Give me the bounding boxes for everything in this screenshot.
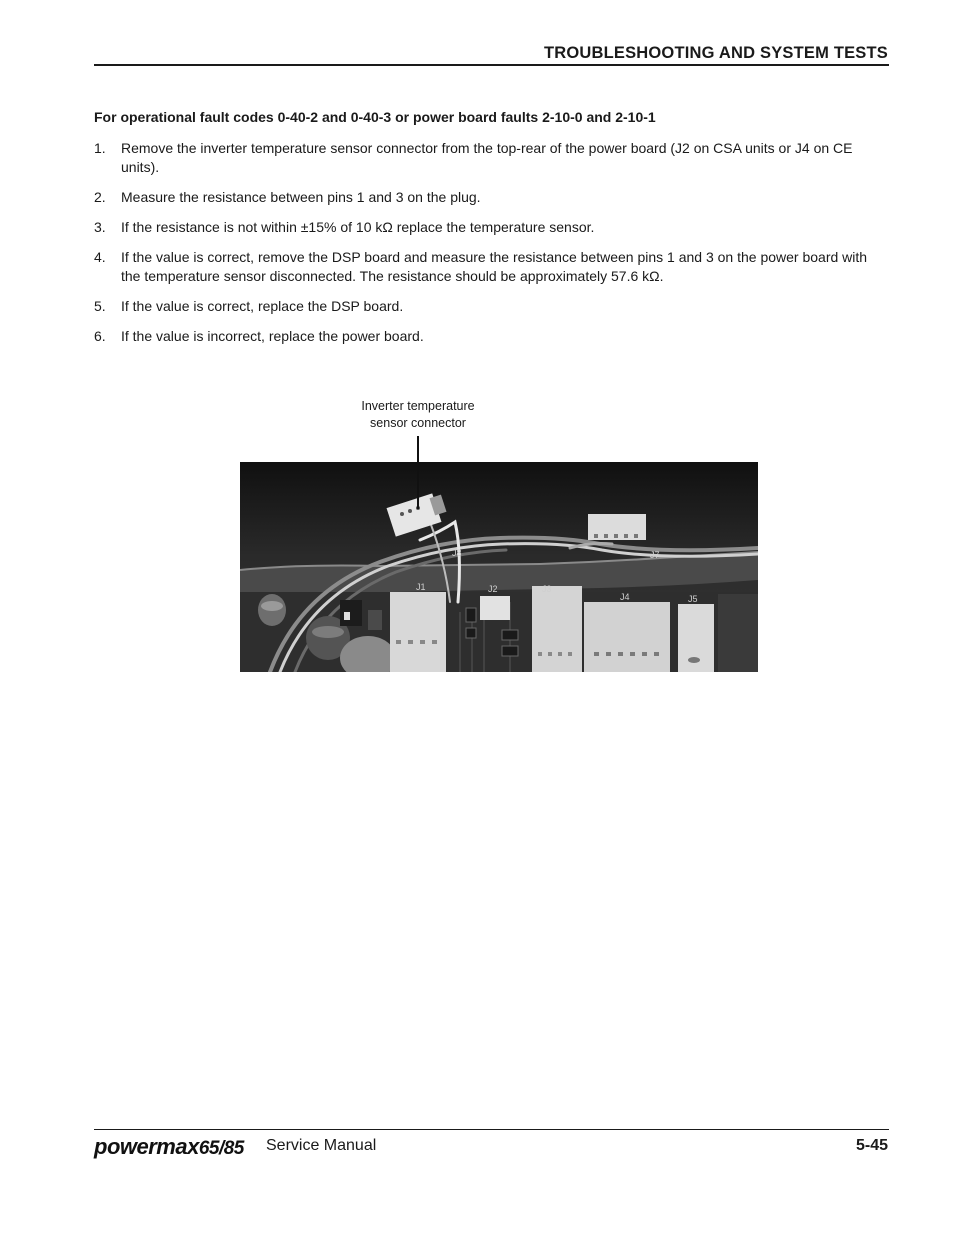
steps-list: [94, 139, 889, 357]
step-text: If the value is incorrect, replace the power board.: [121, 328, 424, 344]
footer-manual-title: Service Manual: [266, 1137, 377, 1154]
step-number: 3.: [94, 219, 106, 235]
label-j5: J5: [688, 594, 698, 604]
section-heading: For operational fault codes 0-40-2 and 0-40-3 or power board faults 2-10-0 and 2-10-1: [94, 109, 656, 125]
power-board-photo: [240, 462, 758, 672]
callout-line-1: Inverter temperature: [361, 399, 475, 413]
step-number: 6.: [94, 328, 106, 344]
step-text: Measure the resistance between pins 1 and 3 on the plug.: [121, 189, 481, 205]
step-number: 1.: [94, 140, 106, 156]
label-j1: J1: [416, 582, 426, 592]
step-item: [94, 297, 889, 316]
footer-brand-logo: [94, 1134, 244, 1160]
footer-rule: [94, 1129, 889, 1130]
label-j8: J8: [452, 548, 462, 558]
label-j3: J3: [542, 584, 552, 594]
brand-model: 65/85: [198, 1138, 244, 1159]
callout-line-2: sensor connector: [370, 416, 466, 430]
step-text: If the value is correct, remove the DSP board and measure the resistance between pins 1 and 3 on the power board with the temperature sensor disconnected. The resistance should be approximately 57.6 kΩ.: [121, 249, 868, 284]
step-item: [94, 139, 889, 177]
step-item: [94, 327, 889, 346]
label-j2: J2: [488, 584, 498, 594]
step-text: Remove the inverter temperature sensor connector from the top-rear of the power board (J2 on CSA units or J4 on CE units).: [121, 140, 853, 175]
step-text: If the value is correct, replace the DSP board.: [121, 298, 404, 314]
header-title: TROUBLESHOOTING AND SYSTEM TESTS: [543, 44, 888, 62]
step-number: 4.: [94, 249, 106, 265]
brand-name: powermax: [94, 1134, 199, 1159]
label-j7: J7: [650, 550, 660, 560]
step-text: If the resistance is not within ±15% of 10 kΩ replace the temperature sensor.: [121, 219, 595, 235]
page-number: 5-45: [855, 1137, 888, 1154]
step-number: 5.: [94, 298, 106, 314]
step-item: [94, 218, 889, 237]
step-item: [94, 188, 889, 207]
power-board-illustration: [240, 462, 758, 672]
header-rule: [94, 64, 889, 66]
label-j4: J4: [620, 592, 630, 602]
figure-callout-label: [338, 398, 498, 432]
step-number: 2.: [94, 189, 106, 205]
step-item: [94, 248, 889, 286]
callout-leader-line: [417, 436, 419, 509]
